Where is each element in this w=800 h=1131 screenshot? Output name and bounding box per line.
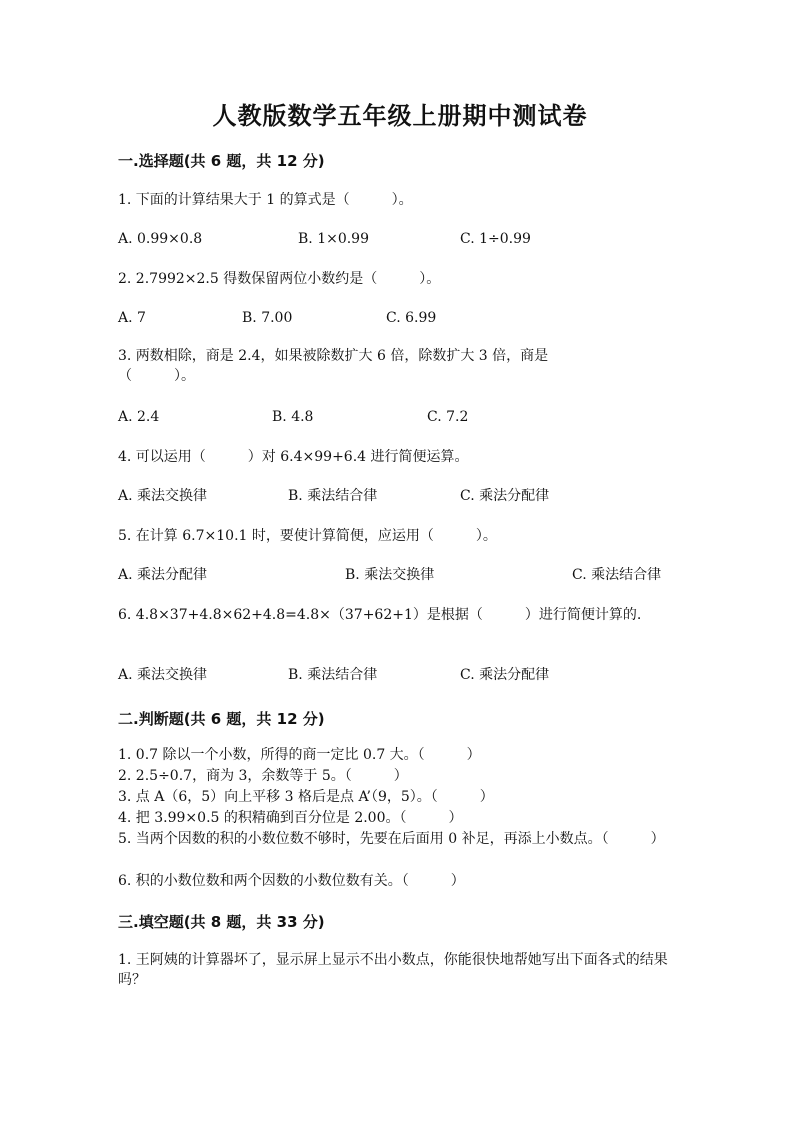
judge-item-4: 4. 把 3.99×0.5 的积精确到百分位是 2.00。（ ） (118, 810, 463, 826)
section-heading-judge: 二.判断题(共 6 题，共 12 分) (118, 710, 325, 728)
choice-option: B. 1×0.99 (298, 231, 369, 247)
judge-item-5: 5. 当两个因数的积的小数位数不够时，先要在后面用 0 补足，再添上小数点。（ ） (118, 831, 665, 847)
choice-option: C. 乘法分配律 (460, 667, 550, 683)
choice-question-1: 1. 下面的计算结果大于 1 的算式是（ ）。 (118, 192, 413, 208)
page-title: 人教版数学五年级上册期中测试卷 (212, 102, 588, 130)
choice-option: C. 乘法分配律 (460, 488, 550, 504)
choice-option: B. 4.8 (272, 409, 314, 425)
choice-question-5: 5. 在计算 6.7×10.1 时，要使计算简便，应运用（ ）。 (118, 528, 497, 544)
choice-option: A. 7 (118, 310, 146, 326)
choice-option: A. 乘法交换律 (118, 488, 208, 504)
choice-question-4: 4. 可以运用（ ）对 6.4×99+6.4 进行简便运算。 (118, 449, 469, 465)
choice-option: B. 乘法结合律 (288, 667, 378, 683)
choice-option: A. 乘法分配律 (118, 567, 208, 583)
choice-question-2: 2. 2.7992×2.5 得数保留两位小数约是（ ）。 (118, 271, 441, 287)
choice-option: C. 1÷0.99 (460, 231, 531, 247)
choice-question-6: 6. 4.8×37+4.8×62+4.8=4.8×（37+62+1）是根据（ ）进行简便计算的. (118, 607, 642, 623)
choice-option: C. 乘法结合律 (572, 567, 662, 583)
choice-option: C. 7.2 (427, 409, 469, 425)
choice-option: B. 7.00 (242, 310, 293, 326)
judge-item-6: 6. 积的小数位数和两个因数的小数位数有关。（ ） (118, 873, 465, 889)
choice-option: A. 乘法交换律 (118, 667, 208, 683)
section-heading-fill: 三.填空题(共 8 题，共 33 分) (118, 913, 325, 931)
choice-option: A. 2.4 (118, 409, 160, 425)
choice-option: C. 6.99 (386, 310, 437, 326)
choice-option: B. 乘法交换律 (345, 567, 435, 583)
choice-option: B. 乘法结合律 (288, 488, 378, 504)
section-heading-choice: 一.选择题(共 6 题，共 12 分) (118, 152, 325, 170)
judge-item-2: 2. 2.5÷0.7，商为 3，余数等于 5。（ ） (118, 768, 408, 784)
judge-item-3: 3. 点 A（6，5）向上平移 3 格后是点 A’（9，5）。（ ） (118, 789, 494, 805)
judge-item-1: 1. 0.7 除以一个小数，所得的商一定比 0.7 大。（ ） (118, 747, 481, 763)
choice-option: A. 0.99×0.8 (118, 231, 203, 247)
fill-question-1: 1. 王阿姨的计算器坏了，显示屏上显示不出小数点，你能很快地帮她写出下面各式的结果吗？ (118, 952, 668, 988)
choice-question-3: 3. 两数相除，商是 2.4，如果被除数扩大 6 倍，除数扩大 3 倍，商是（ ）。 (118, 348, 549, 384)
